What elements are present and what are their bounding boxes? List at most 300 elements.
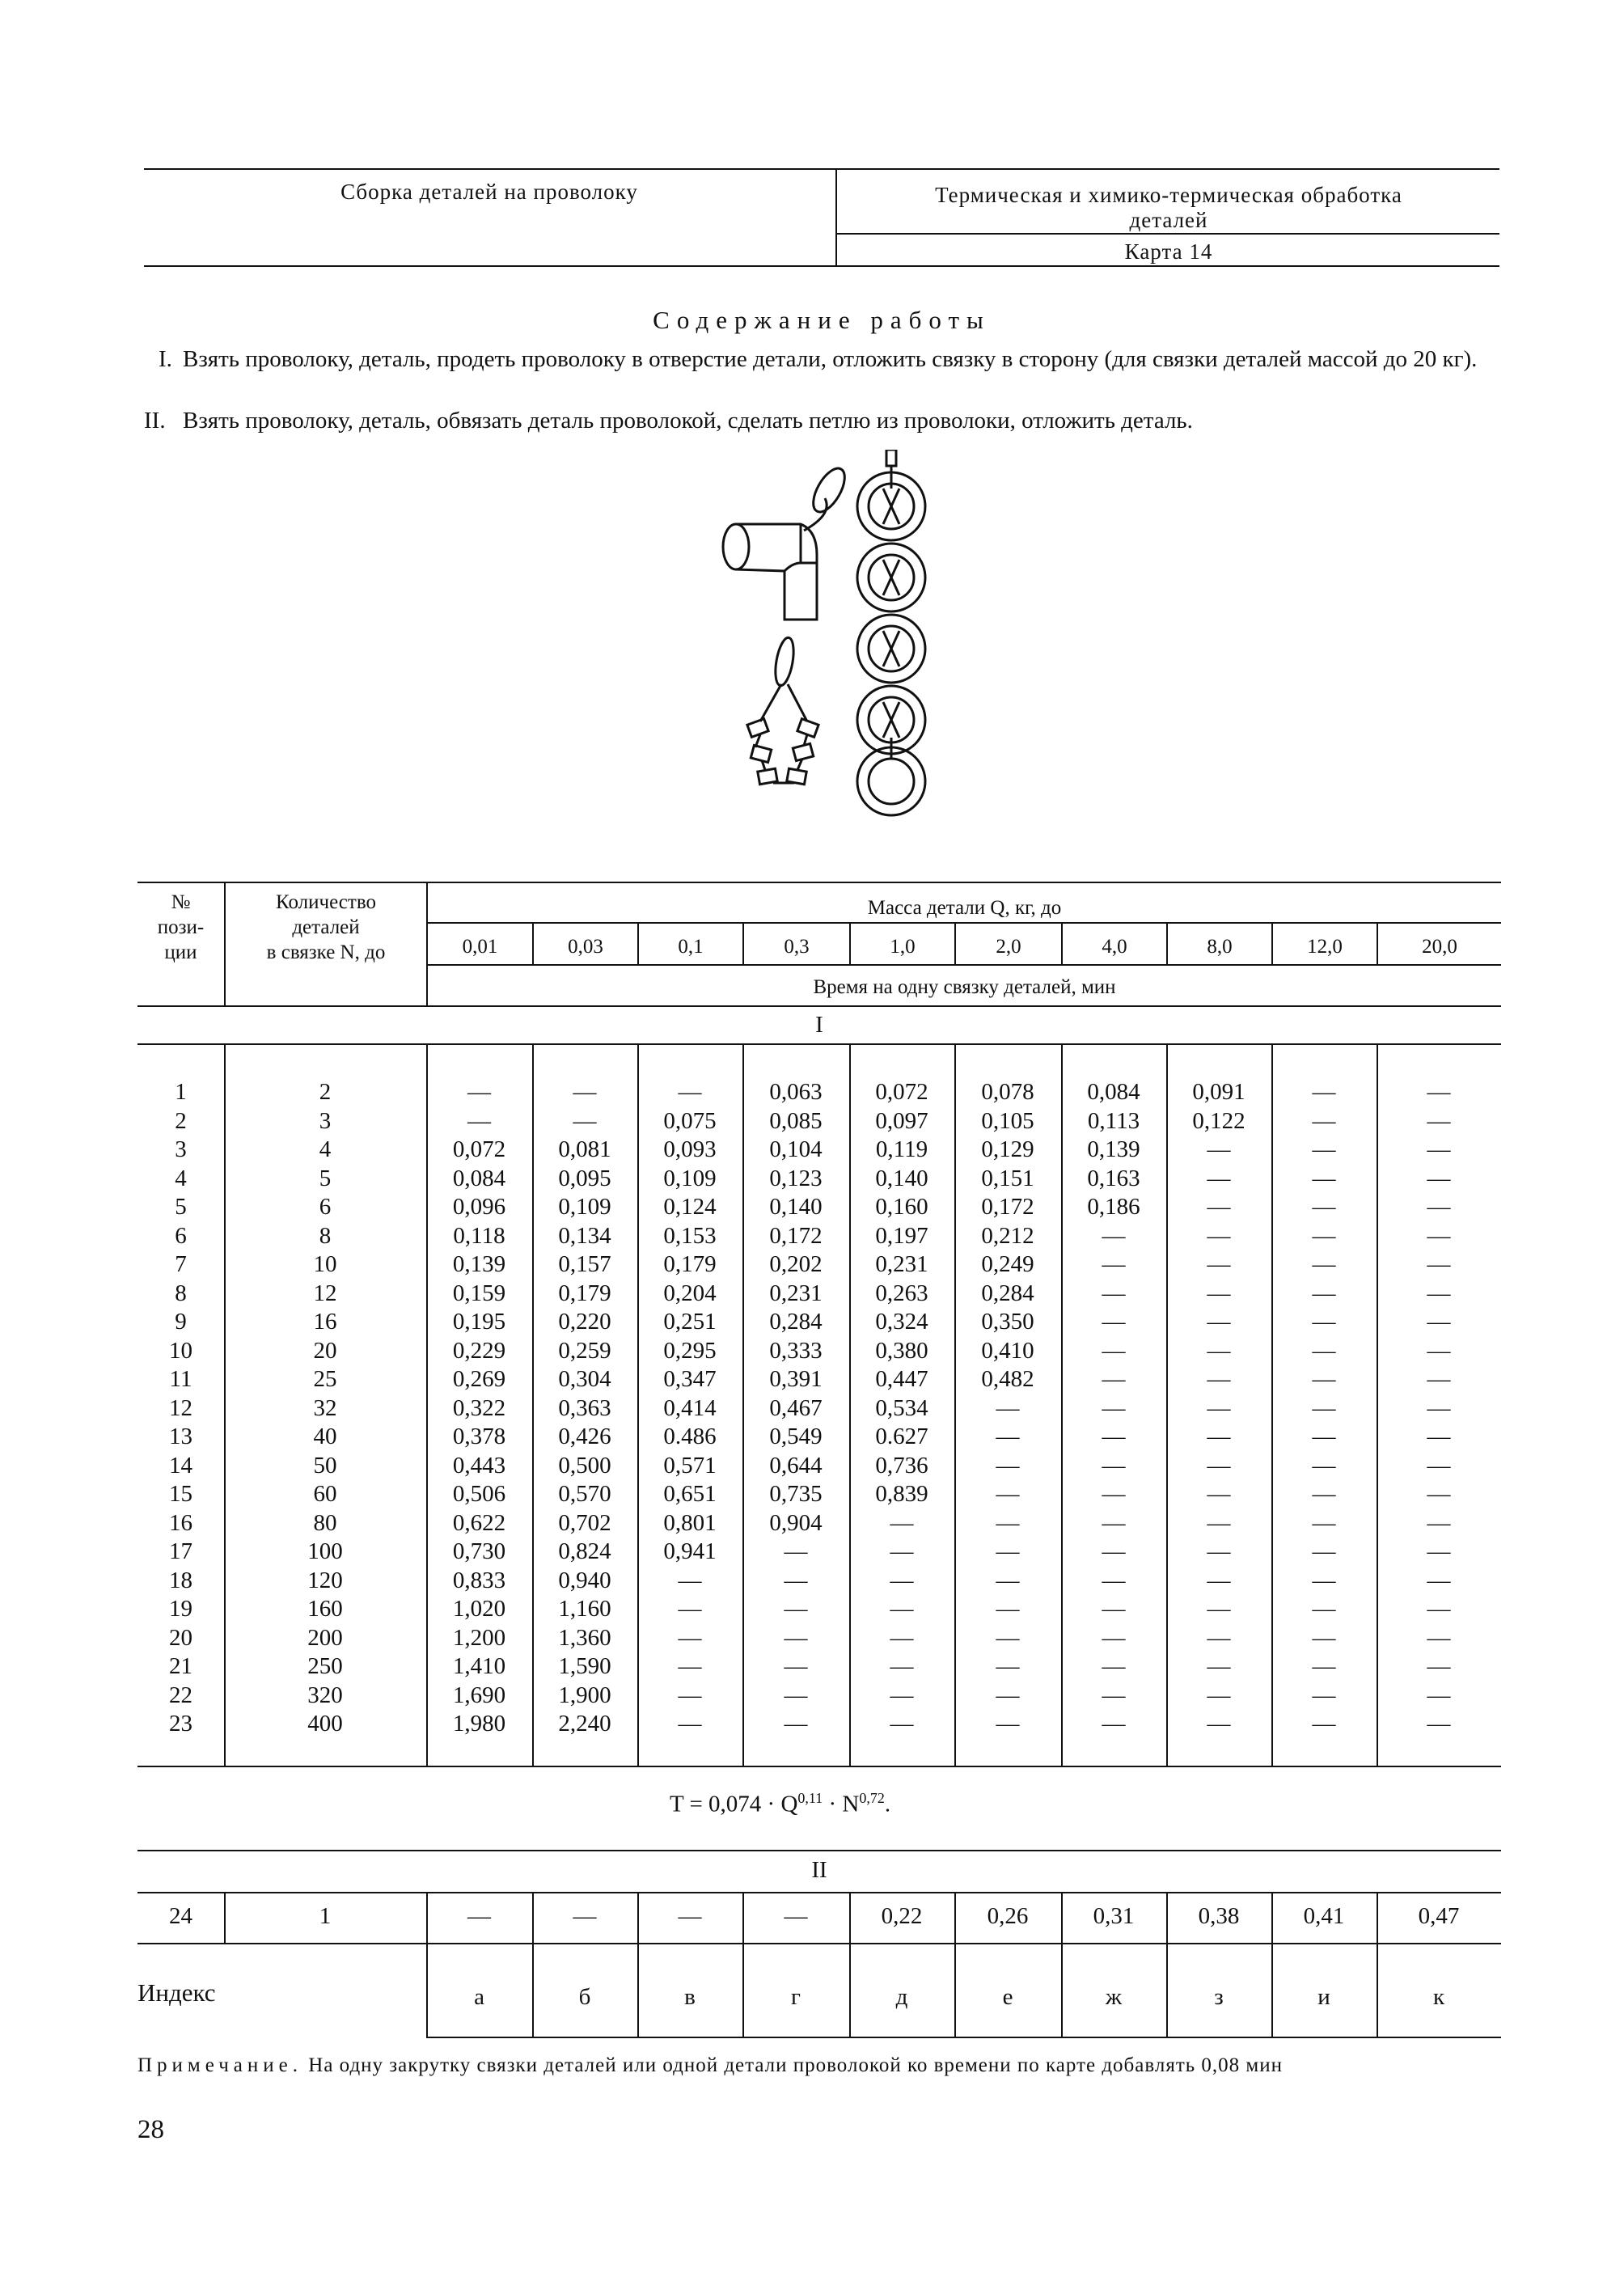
table-cell: 0,534 — [875, 1394, 928, 1421]
table-cell: 0,322 — [452, 1394, 506, 1421]
page-number: 28 — [137, 2115, 164, 2144]
mass-col-1: 0,01 — [462, 936, 498, 958]
table-cell: 4 — [175, 1165, 187, 1191]
table-cell: 50 — [313, 1452, 337, 1479]
table-cell: — — [1427, 1366, 1451, 1393]
table-cell: 22 — [169, 1682, 192, 1708]
table-row — [137, 1538, 1501, 1567]
table-cell: — — [1207, 1596, 1231, 1622]
table-cell: — — [1102, 1538, 1126, 1565]
table-cell: — — [784, 1711, 808, 1737]
table-cell: 10 — [169, 1337, 192, 1364]
mass-col-6: 2,0 — [996, 936, 1021, 958]
table-cell: 0,231 — [769, 1280, 823, 1306]
note — [137, 2052, 1501, 2079]
table-cell: 0,231 — [875, 1251, 928, 1278]
table-cell: — — [1207, 1394, 1231, 1421]
table-cell: 5 — [319, 1165, 332, 1191]
header-right-title-2: деталей — [1129, 208, 1208, 232]
table-cell: — — [1312, 1424, 1336, 1450]
table-cell: — — [996, 1394, 1020, 1421]
table-cell: — — [996, 1481, 1020, 1508]
table-cell: 0,160 — [875, 1194, 928, 1221]
mass-col-9: 12,0 — [1307, 936, 1343, 958]
table-cell: — — [1312, 1165, 1336, 1191]
table-cell: 21 — [169, 1653, 192, 1680]
table-cell: 8 — [319, 1222, 332, 1249]
table-cell: 16 — [169, 1509, 192, 1536]
table-cell: 0,123 — [769, 1165, 823, 1191]
table-cell: 0,140 — [769, 1194, 823, 1221]
table-cell: — — [996, 1596, 1020, 1622]
table-row — [137, 1165, 1501, 1194]
table-cell: 8 — [175, 1280, 187, 1306]
table-cell: — — [1427, 1538, 1451, 1565]
table-cell: 0,38 — [1198, 1903, 1240, 1930]
table-cell: 1 — [175, 1079, 187, 1106]
table-cell: 80 — [313, 1509, 337, 1536]
table-cell: 20 — [313, 1337, 337, 1364]
table-cell: — — [1207, 1711, 1231, 1737]
table-cell: 0,839 — [875, 1481, 928, 1508]
table-cell: 0,622 — [452, 1509, 506, 1536]
table-cell: — — [1102, 1509, 1126, 1536]
table-cell: 0,093 — [663, 1136, 717, 1163]
table-cell: е — [1002, 1984, 1013, 2011]
table-row — [137, 1710, 1501, 1739]
card-number: Карта 14 — [1124, 239, 1213, 264]
mass-col-7: 4,0 — [1102, 936, 1127, 958]
table-cell: б — [578, 1984, 591, 2011]
table-cell: — — [1102, 1222, 1126, 1249]
table-cell: — — [1427, 1079, 1451, 1106]
col-quantity-header: Количество деталей в связке N, до — [266, 891, 386, 963]
table-cell: 0,500 — [558, 1452, 611, 1479]
table-cell: з — [1214, 1984, 1224, 2011]
table-cell: 25 — [313, 1366, 337, 1393]
data-table-section-2 — [137, 1902, 1501, 1931]
mass-col-10: 20,0 — [1422, 936, 1457, 958]
table-cell: — — [1207, 1509, 1231, 1536]
table-cell: — — [996, 1682, 1020, 1708]
table-cell: 0,091 — [1192, 1079, 1245, 1106]
table-cell: — — [1102, 1596, 1126, 1622]
table-cell: ж — [1105, 1984, 1123, 2011]
table-cell: — — [1312, 1079, 1336, 1106]
table-cell: — — [784, 1653, 808, 1680]
table-cell: 9 — [175, 1309, 187, 1335]
table-cell: 13 — [169, 1424, 192, 1450]
item-1-number: I. — [159, 346, 172, 372]
table-cell: 0,172 — [769, 1222, 823, 1249]
table-cell: — — [1312, 1280, 1336, 1306]
table-cell: 0,304 — [558, 1366, 611, 1393]
table-cell: — — [1207, 1481, 1231, 1508]
table-cell: 0,284 — [769, 1309, 823, 1335]
table-cell: 400 — [307, 1711, 343, 1737]
table-cell: 14 — [169, 1452, 192, 1479]
table-cell: — — [1427, 1481, 1451, 1508]
table-cell: — — [784, 1567, 808, 1593]
table-cell: — — [1102, 1452, 1126, 1479]
table-cell: — — [678, 1567, 702, 1593]
mass-header: Масса детали Q, кг, до — [867, 897, 1062, 919]
table-cell: 160 — [307, 1596, 343, 1622]
table-cell: 0,549 — [769, 1424, 823, 1450]
table-cell: 0,571 — [663, 1452, 717, 1479]
table-cell: — — [1207, 1337, 1231, 1364]
table-cell: 0,072 — [875, 1079, 928, 1106]
table-row — [137, 1394, 1501, 1424]
table-cell: 0,333 — [769, 1337, 823, 1364]
table-cell: — — [1102, 1624, 1126, 1651]
table-row-24 — [137, 1902, 1501, 1931]
table-cell: 0,157 — [558, 1251, 611, 1278]
table-cell: — — [1427, 1136, 1451, 1163]
table-cell: — — [678, 1653, 702, 1680]
table-cell: 120 — [307, 1567, 343, 1593]
tied-blocks-icon — [747, 637, 818, 785]
table-cell: — — [1312, 1653, 1336, 1680]
table-cell: — — [1102, 1424, 1126, 1450]
table-cell: 0,081 — [558, 1136, 611, 1163]
table-cell: — — [1207, 1452, 1231, 1479]
table-cell: 0,186 — [1087, 1194, 1140, 1221]
table-cell: — — [1427, 1682, 1451, 1708]
item-2-number: II. — [144, 408, 166, 434]
table-cell: 0,414 — [663, 1394, 717, 1421]
table-row — [137, 1423, 1501, 1452]
table-cell: — — [784, 1538, 808, 1565]
table-cell: 0,47 — [1418, 1903, 1460, 1930]
table-cell: — — [467, 1107, 491, 1134]
wire-assembly-illustration — [704, 450, 946, 822]
table-cell: 0,702 — [558, 1509, 611, 1536]
table-row — [137, 1365, 1501, 1394]
table-cell: — — [1427, 1194, 1451, 1221]
table-cell: — — [1427, 1337, 1451, 1364]
table-cell: — — [1312, 1567, 1336, 1593]
table-cell: 0.627 — [875, 1424, 928, 1450]
table-cell: — — [1312, 1136, 1336, 1163]
table-cell: 0,391 — [769, 1366, 823, 1393]
table-cell: — — [1312, 1394, 1336, 1421]
table-cell: 10 — [313, 1251, 337, 1278]
table-cell: 0,119 — [875, 1136, 928, 1163]
table-row — [137, 1452, 1501, 1481]
table-cell: — — [1102, 1366, 1126, 1393]
table-cell: — — [1102, 1711, 1126, 1737]
table-cell: — — [996, 1424, 1020, 1450]
table-cell: 23 — [169, 1711, 192, 1737]
table-row — [137, 1280, 1501, 1309]
table-cell: 100 — [307, 1538, 343, 1565]
table-cell: 0,22 — [881, 1903, 923, 1930]
table-cell: 0,350 — [981, 1309, 1034, 1335]
table-cell: 0,084 — [1087, 1079, 1140, 1106]
header-left-title: Сборка деталей на проволоку — [340, 180, 638, 204]
table-cell: — — [1102, 1394, 1126, 1421]
table-cell: 32 — [313, 1394, 337, 1421]
table-cell: 40 — [313, 1424, 337, 1450]
table-cell: — — [1207, 1567, 1231, 1593]
table-cell: — — [1102, 1309, 1126, 1335]
table-cell: — — [1427, 1567, 1451, 1593]
table-cell: — — [1102, 1337, 1126, 1364]
table-cell: — — [678, 1596, 702, 1622]
table-cell: — — [784, 1624, 808, 1651]
table-cell: 0,259 — [558, 1337, 611, 1364]
table-cell: 16 — [313, 1309, 337, 1335]
data-table-section-1 — [137, 1078, 1501, 1739]
table-cell: 0,197 — [875, 1222, 928, 1249]
section-2-label: II — [811, 1857, 827, 1883]
table-cell: — — [890, 1624, 914, 1651]
table-cell: 0,134 — [558, 1222, 611, 1249]
table-cell: — — [1312, 1366, 1336, 1393]
table-cell: 0,179 — [558, 1280, 611, 1306]
table-cell: — — [1312, 1251, 1336, 1278]
table-row — [137, 1222, 1501, 1251]
table-row — [137, 1595, 1501, 1624]
mass-col-5: 1,0 — [890, 936, 916, 958]
table-cell: — — [1312, 1538, 1336, 1565]
table-cell: г — [791, 1984, 801, 2011]
table-cell: — — [1427, 1653, 1451, 1680]
table-cell: — — [573, 1903, 597, 1930]
table-cell: 60 — [313, 1481, 337, 1508]
col-position-header: № пози- ции — [157, 891, 205, 963]
time-header: Время на одну связку деталей, мин — [813, 976, 1116, 998]
table-cell: 250 — [307, 1653, 343, 1680]
table-cell: — — [1427, 1596, 1451, 1622]
table-cell: 0,124 — [663, 1194, 717, 1221]
index-row — [426, 1983, 1501, 2012]
table-cell: 0,140 — [875, 1165, 928, 1191]
table-cell: 2,240 — [558, 1711, 611, 1737]
table-row — [137, 1624, 1501, 1653]
table-row — [137, 1107, 1501, 1136]
table-cell: — — [890, 1682, 914, 1708]
table-cell: — — [1102, 1653, 1126, 1680]
table-cell: 0,380 — [875, 1337, 928, 1364]
table-row — [137, 1250, 1501, 1280]
table-cell: 19 — [169, 1596, 192, 1622]
table-cell: 0,063 — [769, 1079, 823, 1106]
table-cell: — — [996, 1711, 1020, 1737]
table-cell: 0,251 — [663, 1309, 717, 1335]
table-cell: 3 — [175, 1136, 187, 1163]
table-cell: — — [1427, 1624, 1451, 1651]
table-cell: — — [1102, 1567, 1126, 1593]
table-cell: 0,096 — [452, 1194, 506, 1221]
table-cell: 1 — [319, 1903, 332, 1930]
table-cell: — — [678, 1079, 702, 1106]
table-cell: 0,426 — [558, 1424, 611, 1450]
table-cell: 0,159 — [452, 1280, 506, 1306]
table-row — [137, 1337, 1501, 1366]
table-cell: 0,109 — [558, 1194, 611, 1221]
table-cell: 0,078 — [981, 1079, 1034, 1106]
table-cell: — — [1207, 1165, 1231, 1191]
table-row — [137, 1567, 1501, 1596]
table-row — [137, 1509, 1501, 1538]
table-cell: — — [1312, 1337, 1336, 1364]
table-cell: 0,363 — [558, 1394, 611, 1421]
table-cell: 0,447 — [875, 1366, 928, 1393]
table-cell: — — [678, 1903, 702, 1930]
index-label: Индекс — [137, 1978, 216, 2007]
table-cell: — — [1427, 1394, 1451, 1421]
table-cell: — — [1312, 1624, 1336, 1651]
table-cell: 0,735 — [769, 1481, 823, 1508]
mass-col-8: 8,0 — [1207, 936, 1233, 958]
table-cell: 320 — [307, 1682, 343, 1708]
table-cell: — — [996, 1567, 1020, 1593]
table-cell: 0,41 — [1303, 1903, 1345, 1930]
table-cell: — — [1427, 1165, 1451, 1191]
table-cell: 0,095 — [558, 1165, 611, 1191]
table-cell: — — [1207, 1222, 1231, 1249]
table-cell: — — [1427, 1280, 1451, 1306]
table-cell: 0,212 — [981, 1222, 1034, 1249]
table-cell: 7 — [175, 1251, 187, 1278]
note-label: Примечание. — [137, 2054, 303, 2076]
table-cell: 0,195 — [452, 1309, 506, 1335]
table-cell: — — [890, 1596, 914, 1622]
table-cell: 0,153 — [663, 1222, 717, 1249]
table-cell: 0,072 — [452, 1136, 506, 1163]
table-cell: — — [678, 1711, 702, 1737]
table-cell: 0,26 — [987, 1903, 1029, 1930]
table-cell: — — [678, 1624, 702, 1651]
table-cell: 0,105 — [981, 1107, 1034, 1134]
table-cell: 0,347 — [663, 1366, 717, 1393]
table-cell: — — [890, 1567, 914, 1593]
table-row — [137, 1308, 1501, 1337]
table-cell: 0,730 — [452, 1538, 506, 1565]
table-cell: 0,139 — [452, 1251, 506, 1278]
table-cell: 0,179 — [663, 1251, 717, 1278]
table-cell: — — [467, 1079, 491, 1106]
table-cell: 1,410 — [452, 1653, 506, 1680]
table-cell: 0,202 — [769, 1251, 823, 1278]
section-title: Содержание работы — [653, 306, 991, 334]
table-cell: 0,263 — [875, 1280, 928, 1306]
table-cell: — — [1312, 1509, 1336, 1536]
section-1-label: I — [815, 1012, 823, 1038]
table-cell: 0,410 — [981, 1337, 1034, 1364]
table-cell: — — [1207, 1366, 1231, 1393]
table-cell: 0,324 — [875, 1309, 928, 1335]
table-cell: — — [1427, 1251, 1451, 1278]
table-row — [137, 1480, 1501, 1509]
table-cell: 0,104 — [769, 1136, 823, 1163]
table-cell: 0,467 — [769, 1394, 823, 1421]
table-row — [137, 1682, 1501, 1711]
header-right-title-1: Термическая и химико-термическая обработка — [935, 183, 1402, 207]
table-cell: 0,644 — [769, 1452, 823, 1479]
table-cell: — — [1312, 1711, 1336, 1737]
table-cell: — — [467, 1903, 491, 1930]
table-cell: 0,084 — [452, 1165, 506, 1191]
mass-col-2: 0,03 — [568, 936, 603, 958]
table-cell: 3 — [319, 1107, 332, 1134]
table-cell: — — [890, 1538, 914, 1565]
table-row — [137, 1078, 1501, 1107]
table-cell: 17 — [169, 1538, 192, 1565]
item-2-text: Взять проволоку, деталь, обвязать деталь проволокой, сделать петлю из проволоки, отложить деталь. — [183, 408, 1193, 434]
table-cell: 0,269 — [452, 1366, 506, 1393]
table-cell: — — [1312, 1452, 1336, 1479]
table-cell: — — [1427, 1711, 1451, 1737]
table-cell: 0,151 — [981, 1165, 1034, 1191]
table-cell: 0,824 — [558, 1538, 611, 1565]
table-cell: в — [684, 1984, 696, 2011]
table-cell: — — [573, 1079, 597, 1106]
table-row — [137, 1652, 1501, 1682]
table-cell: — — [996, 1509, 1020, 1536]
table-cell: — — [1102, 1280, 1126, 1306]
table-cell: — — [1207, 1194, 1231, 1221]
table-cell: и — [1317, 1984, 1330, 2011]
table-cell: — — [1207, 1653, 1231, 1680]
table-cell: 0,295 — [663, 1337, 717, 1364]
table-cell: — — [1312, 1596, 1336, 1622]
table-cell: 0,204 — [663, 1280, 717, 1306]
table-cell: 0,904 — [769, 1509, 823, 1536]
table-cell: — — [1427, 1222, 1451, 1249]
table-cell: — — [784, 1903, 808, 1930]
table-cell: — — [1312, 1222, 1336, 1249]
table-cell: — — [996, 1452, 1020, 1479]
table-cell: — — [1312, 1107, 1336, 1134]
formula: T = 0,074 · Q$^{0,11}$ · N$^{0,72}$. — [670, 1790, 891, 1817]
table-cell: 0,172 — [981, 1194, 1034, 1221]
table-cell: — — [1207, 1682, 1231, 1708]
table-cell: — — [996, 1653, 1020, 1680]
table-cell: — — [1312, 1682, 1336, 1708]
table-cell: — — [1102, 1481, 1126, 1508]
elbow-part-icon — [723, 463, 851, 620]
table-cell: 1,360 — [558, 1624, 611, 1651]
table-cell: — — [1207, 1424, 1231, 1450]
table-cell: 0,118 — [453, 1222, 505, 1249]
table-cell: — — [1207, 1538, 1231, 1565]
table-cell: 1,020 — [452, 1596, 506, 1622]
table-cell: 0,085 — [769, 1107, 823, 1134]
table-cell: 0,940 — [558, 1567, 611, 1593]
ring-chain-icon — [857, 450, 925, 815]
table-cell: 0,443 — [452, 1452, 506, 1479]
table-cell: 1,900 — [558, 1682, 611, 1708]
table-cell: а — [474, 1984, 484, 2011]
table-cell: 20 — [169, 1624, 192, 1651]
table-cell: 15 — [169, 1481, 192, 1508]
table-cell: 4 — [319, 1136, 332, 1163]
table-cell: — — [1427, 1424, 1451, 1450]
table-cell: — — [1427, 1309, 1451, 1335]
table-cell: 1,980 — [452, 1711, 506, 1737]
table-cell: 11 — [169, 1366, 192, 1393]
mass-col-3: 0,1 — [678, 936, 704, 958]
table-cell: 0,506 — [452, 1481, 506, 1508]
table-cell: — — [784, 1596, 808, 1622]
table-cell: 5 — [175, 1194, 187, 1221]
table-cell: — — [890, 1509, 914, 1536]
table-cell: 0,122 — [1192, 1107, 1245, 1134]
table-cell: 0,097 — [875, 1107, 928, 1134]
